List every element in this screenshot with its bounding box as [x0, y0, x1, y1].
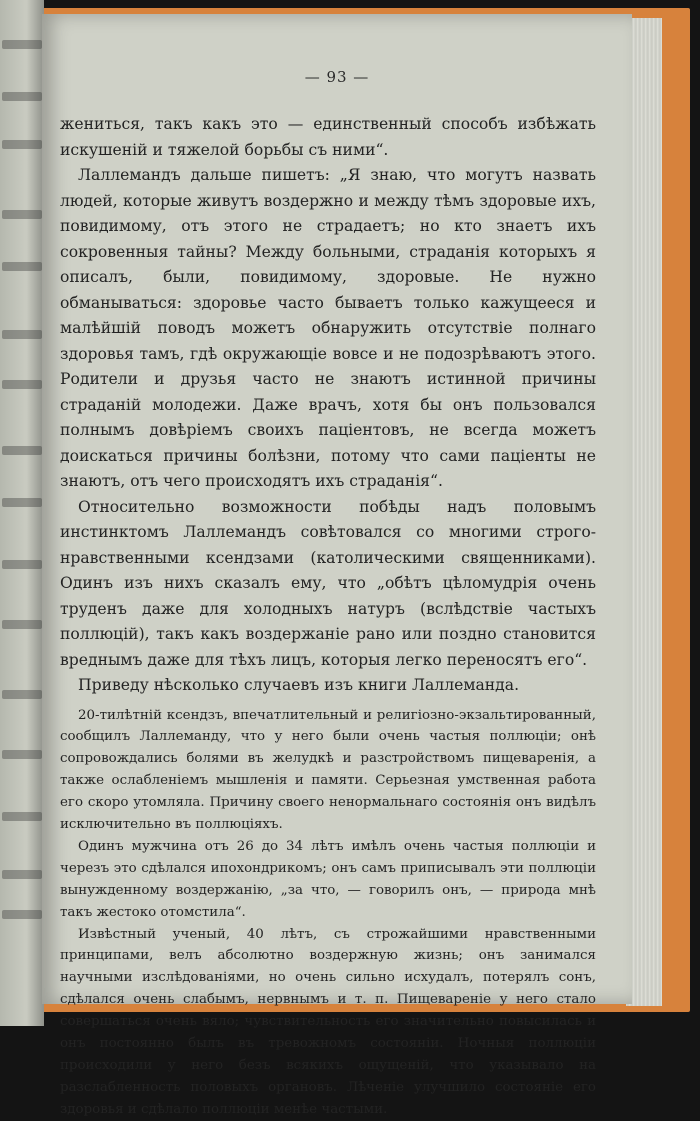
book-page — [42, 14, 632, 1117]
case-paragraph: 20-тилѣтнiй ксендзъ, впечатлительный и религiозно-экзальтированный, сообщилъ Лаллеманду, что у него были очень частыя поллюцiи; онѣ сопровождались болями въ желудкѣ и разстройствомъ пищеваренiя, а также ослабленiемъ мышленiя и памяти. Серьезная умственная работа его скоро утомляла. Причину своего ненормальнаго состоянiя онъ видѣлъ исключительно въ поллюцiяхъ. — [60, 707, 596, 833]
case-paragraph: Извѣстный ученый, 40 лѣтъ, съ строжайшими нравственными принципами, велъ абсолютно воздержную жизнь; онъ занимался научными изслѣдованiями, но очень сильно исхудалъ, потерялъ сонъ, сдѣлался очень слабымъ, нервнымъ и т. п. Пищеваренiе у него стало совершаться очень вяло; чувствительность его значительно повысилась и онъ постоянно былъ въ тревожномъ состоянiи. Ночныя поллюцiи происходили у него безъ всякихъ ощущенiй, что указывало на разслабленность половыхъ органовъ. Лѣченiе улучшило состоянiе его здоровья и сдѣлало поллюцiи менѣе частыми. — [60, 926, 596, 1117]
paragraph: Лаллемандъ дальше пишетъ: „Я знаю, что могутъ назвать людей, которые живутъ воздержно и между тѣмъ здоровые ихъ, повидимому, отъ этого не страдаетъ; но кто знаетъ ихъ сокровенныя тайны? Между больными, страданiя которыхъ я описалъ, были, повидимому, здоровые. Не нужно обманываться: здоровье часто бываетъ только кажущееся и малѣйшiй поводъ можетъ обнаружить отсутствiе полнаго здоровья тамъ, гдѣ окружающiе вовсе и не подозрѣваютъ этого. Родители и друзья часто не знаютъ истинной причины страданiй молодежи. Даже врачъ, хотя бы онъ пользовался полнымъ довѣрiемъ своихъ пацiентовъ, не всегда можетъ доискаться причины болѣзни, потому что сами пацiенты не знаютъ, отъ чего происходятъ ихъ страданiя“. — [60, 166, 596, 490]
case-paragraph: Одинъ мужчина отъ 26 до 34 лѣтъ имѣлъ очень частыя поллюцiи и черезъ это сдѣлался ипохондрикомъ; онъ самъ приписывалъ эти поллюцiи вынужденному воздержанiю, „за что, — говорилъ онъ, — природа мнѣ такъ жестоко отомстила“. — [60, 838, 596, 920]
paragraph: Относительно возможности побѣды надъ половымъ инстинктомъ Лаллемандъ совѣтовался со многими строго-нравственными ксендзами (католическими священниками). Одинъ изъ нихъ сказалъ ему, что „обѣтъ цѣломудрiя очень труденъ даже для холодныхъ натуръ (вслѣдствiе частыхъ поллюцiй), такъ какъ воздержанiе рано или поздно становится вреднымъ даже для тѣхъ лицъ, которыя легко переносятъ его“. — [60, 497, 596, 669]
paragraph: жениться, такъ какъ это — единственный способъ избѣжать искушенiй и тяжелой борьбы съ ними“. — [60, 115, 596, 159]
paragraph: Приведу нѣсколько случаевъ изъ книги Лаллеманда. — [78, 676, 520, 694]
previous-page-fragment — [0, 0, 44, 1026]
page-number: — 93 — — [304, 68, 370, 86]
page-body — [60, 112, 596, 1121]
